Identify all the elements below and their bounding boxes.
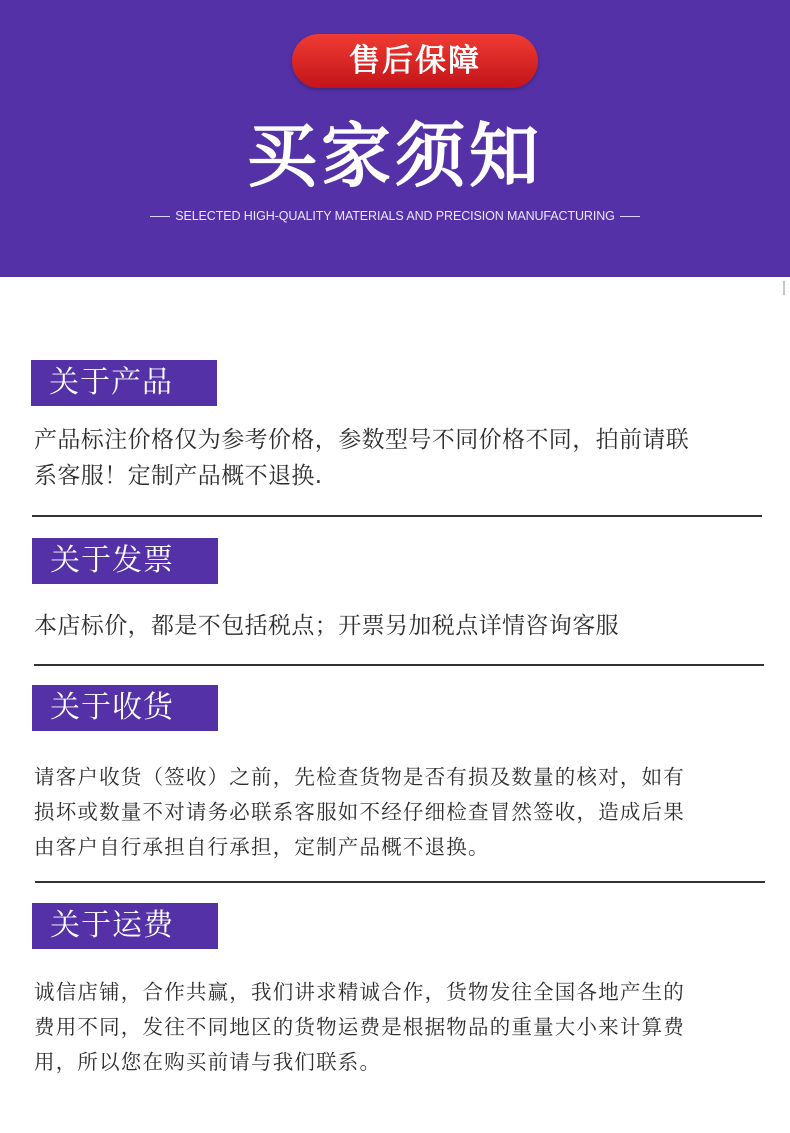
section-text-receipt <box>34 760 769 865</box>
scroll-indicator <box>783 281 785 295</box>
text-line: 诚信店铺，合作共赢，我们讲求精诚合作，货物发往全国各地产生的 <box>34 980 685 1004</box>
section-label-invoice: 关于发票 <box>32 538 218 584</box>
text-line: 系客服！定制产品概不退换. <box>34 463 323 489</box>
section-divider <box>34 664 764 666</box>
section-label-shipping: 关于运费 <box>32 903 218 949</box>
text-line: 由客户自行承担自行承担，定制产品概不退换。 <box>34 835 490 859</box>
section-text-product <box>34 422 769 494</box>
after-sales-badge: 售后保障 <box>292 34 538 88</box>
text-line: 用，所以您在购买前请与我们联系。 <box>34 1050 382 1074</box>
subtitle: SELECTED HIGH-QUALITY MATERIALS AND PRECISION MANUFACTURING <box>175 209 615 223</box>
subtitle-row <box>0 206 790 226</box>
text-line: 产品标注价格仅为参考价格，参数型号不同价格不同，拍前请联 <box>34 427 690 453</box>
section-divider <box>32 515 762 517</box>
text-line: 本店标价，都是不包括税点；开票另加税点详情咨询客服 <box>34 613 619 639</box>
section-text-invoice <box>34 608 769 644</box>
section-label-product: 关于产品 <box>31 360 217 406</box>
subtitle-left-rule <box>150 216 170 217</box>
text-line: 损坏或数量不对请务必联系客服如不经仔细检查冒然签收，造成后果 <box>34 800 685 824</box>
subtitle-right-rule <box>620 216 640 217</box>
text-line: 请客户收货（签收）之前，先检查货物是否有损及数量的核对，如有 <box>34 765 685 789</box>
text-line: 费用不同，发往不同地区的货物运费是根据物品的重量大小来计算费 <box>34 1015 685 1039</box>
section-divider <box>35 881 765 883</box>
section-text-shipping <box>34 975 769 1080</box>
header-banner <box>0 0 790 277</box>
page-title: 买家须知 <box>247 115 543 197</box>
section-label-receipt: 关于收货 <box>32 685 218 731</box>
